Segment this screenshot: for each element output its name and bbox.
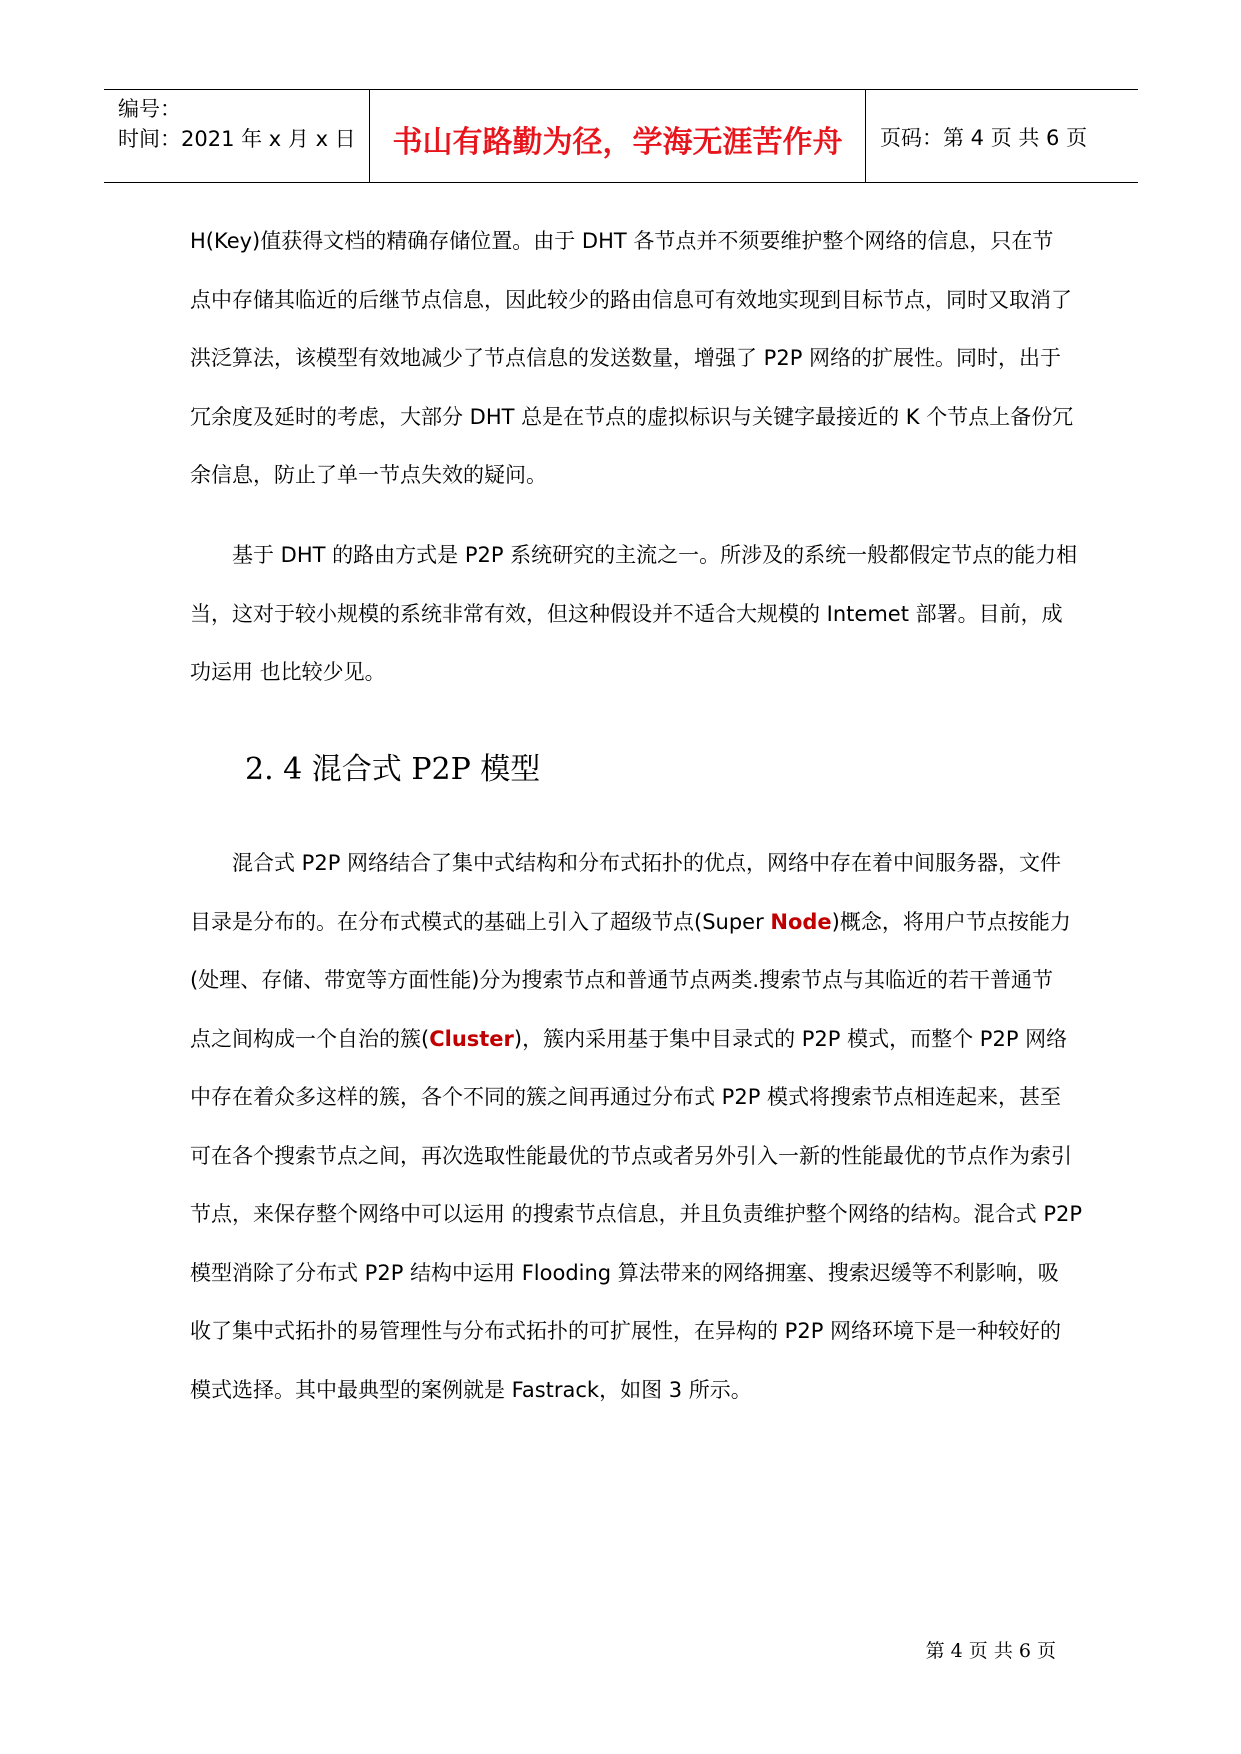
- text-run: 点之间构成一个自治的簇(: [190, 1026, 430, 1051]
- paragraph-line: 中存在着众多这样的簇，各个不同的簇之间再通过分布式 P2P 模式将搜索节点相连起来，甚至: [190, 1085, 1062, 1109]
- paragraph-line: 混合式 P2P 网络结合了集中式结构和分布式拓扑的优点，网络中存在着中间服务器，文件: [232, 851, 1062, 875]
- paragraph-line: H(Key)值获得文档的精确存储位置。由于 DHT 各节点并不须要维护整个网络的信息，只在节: [190, 229, 1054, 253]
- highlight-term: Node: [770, 909, 832, 934]
- text-run: 目录是分布的。在分布式模式的基础上引入了超级节点(Super: [190, 909, 771, 934]
- paragraph-line: 可在各个搜索节点之间，再次选取性能最优的节点或者另外引入一新的性能最优的节点作为索引: [190, 1143, 1072, 1168]
- paragraph-line: 模型消除了分布式 P2P 结构中运用 Flooding 算法带来的网络拥塞、搜索迟缓等不利影响，吸: [190, 1260, 1059, 1285]
- highlight-term: Cluster: [429, 1026, 514, 1051]
- header-motto-cell: [370, 90, 866, 182]
- paragraph-line: [190, 893, 1071, 952]
- paragraph-line: 余信息，防止了单一节点失效的疑问。: [190, 463, 547, 487]
- paragraph-line: 洪泛算法，该模型有效地减少了节点信息的发送数量，增强了 P2P 网络的扩展性。同时，出于: [190, 346, 1062, 370]
- header-meta: [104, 90, 370, 182]
- paragraph-dht-storage: [190, 212, 1074, 505]
- paragraph-line: 功运用 也比较少见。: [190, 660, 386, 684]
- paragraph-dht-routing: [190, 526, 1078, 702]
- paragraph-line: 模式选择。其中最典型的案例就是 Fastrack，如图 3 所示。: [190, 1377, 752, 1402]
- header-motto: 书山有路勤为径，学海无涯苦作舟: [392, 125, 843, 160]
- page-header: [104, 89, 1138, 183]
- text-run: )概念，将用户节点按能力: [831, 909, 1071, 934]
- paragraph-line: (处理、存储、带宽等方面性能)分为搜索节点和普通节点两类.搜索节点与其临近的若干普通节: [190, 968, 1054, 992]
- header-number-label: 编号：: [118, 97, 181, 121]
- paragraph-line: 收了集中式拓扑的易管理性与分布式拓扑的可扩展性，在异构的 P2P 网络环境下是一种较好的: [190, 1319, 1062, 1343]
- page-footer: 第 4 页 共 6 页: [925, 1640, 1056, 1662]
- paragraph-line: 基于 DHT 的路由方式是 P2P 系统研究的主流之一。所涉及的系统一般都假定节点的能力相: [232, 543, 1078, 567]
- paragraph-hybrid-p2p: [190, 834, 1083, 1419]
- paragraph-line: 点中存储其临近的后继节点信息，因此较少的路由信息可有效地实现到目标节点，同时又取消了: [190, 287, 1072, 312]
- text-run: )，簇内采用基于集中目录式的 P2P 模式，而整个 P2P 网络: [513, 1026, 1068, 1051]
- header-page-code: 页码：第 4 页 共 6 页: [880, 126, 1088, 150]
- paragraph-line: 节点，来保存整个网络中可以运用 的搜索节点信息，并且负责维护整个网络的结构。混合式 P2P: [190, 1202, 1083, 1226]
- paragraph-line: [190, 1010, 1068, 1069]
- section-heading: 2. 4 混合式 P2P 模型: [245, 752, 541, 787]
- header-time-label: 时间：2021 年 x 月 x 日: [118, 127, 356, 151]
- paragraph-line: 当，这对于较小规模的系统非常有效，但这种假设并不适合大规模的 Intemet 部署。目前，成: [190, 601, 1063, 626]
- paragraph-line: 冗余度及延时的考虑，大部分 DHT 总是在节点的虚拟标识与关键字最接近的 K 个节点上备份冗: [190, 404, 1074, 429]
- header-page-cell: [866, 90, 1138, 182]
